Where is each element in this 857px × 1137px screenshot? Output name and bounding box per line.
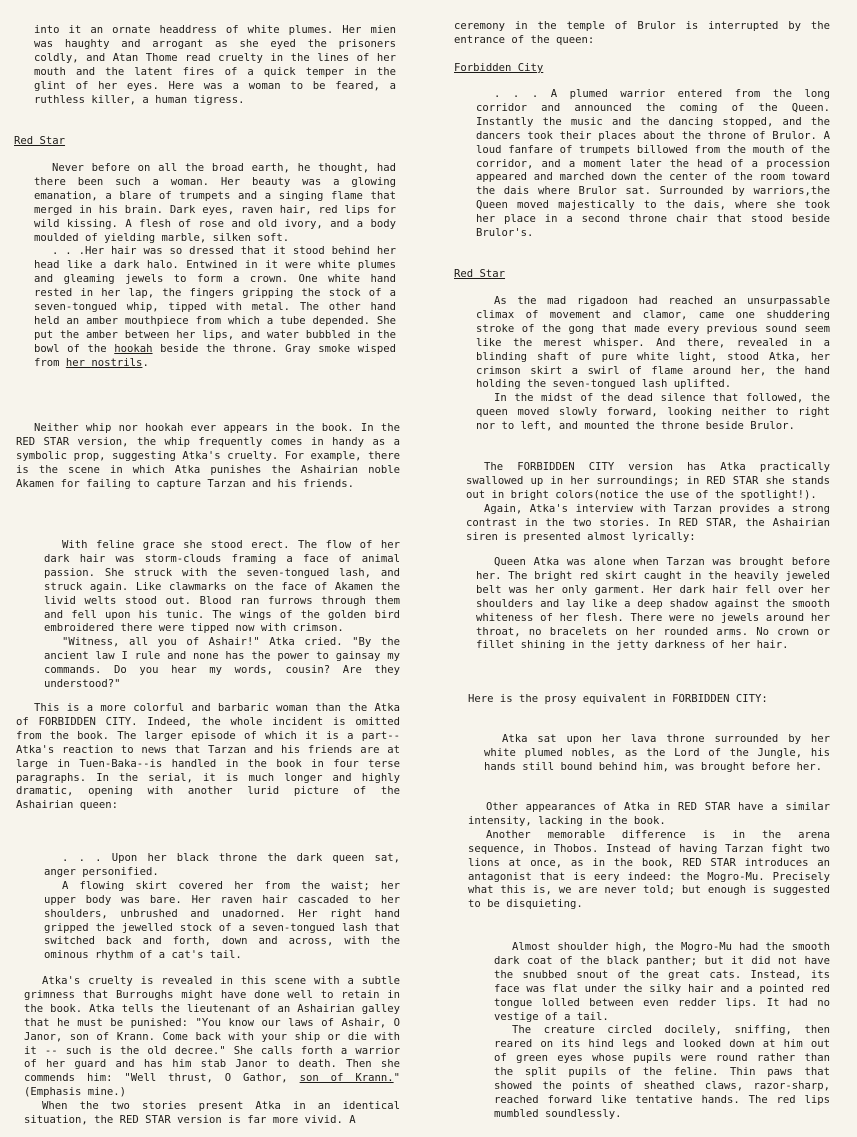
paragraph-3: This is a more colorful and barbaric woman than the Atka of FORBIDDEN CITY. Indeed, the whole incident is omitted from the book. The larger episode of which it is a part--Atka's reaction to news that Tarzan and his friends are at large in Tuen-Baka--is handled in the book in four terse paragraphs. In the serial, it is much longer and highly dramatic, opening with another lurid picture of the Ashairian queen:: [16, 702, 400, 812]
quote2-paragraph2: "Witness, all you of Ashair!" Atka cried. "By the ancient law I rule and none has the power to gainsay my commands. Do you hear my words, cousin? Are they understood?": [44, 636, 400, 691]
quote1-hookah-underlined: hookah: [114, 342, 153, 355]
heading-forbidden-city: Forbidden City: [454, 62, 544, 74]
right-paragraph-2-line1: The FORBIDDEN CITY version has Atka practically swallowed up in her surroundings; in RED STAR she stands out in bright colors(notice the use of the spotlight!).: [466, 461, 830, 501]
paragraph-2-block: [16, 422, 400, 492]
right-paragraph-4-block: [468, 801, 830, 912]
paragraph-4-text-a: Atka's cruelty is revealed in this scene with a subtle grimness that Burroughs might have done well to retain in the book. Atka tells the lieutenant of an Ashairian galley that he must be punished: "You know our laws of Ashair, O Janor, son of Krann. Come back with your ship or die with it -- such is the old decree." She calls forth a warrior of her guard and has him stab Janor to death. Then she commends him: "Well thrust, O Gathor,: [24, 975, 400, 1085]
paragraph-5: When the two stories present Atka in an identical situation, the RED STAR version is far more vivid. A: [24, 1100, 400, 1127]
heading-forbidden-city-block: [454, 62, 854, 76]
right-paragraph-3: Here is the prosy equivalent in FORBIDDEN CITY:: [468, 693, 768, 705]
quote-mogro-mu: [494, 941, 830, 1122]
quote-mogro-mu-paragraph2: The creature circled docilely, sniffing, then reared on its hind legs and looked down at him out of green eyes whose pupils were round rather than the split pupils of the feline. Thin paws that showed the points of sheathed claws, razor-sharp, reached forward like tentative hands. The red lips mumbled soundlessly.: [494, 1024, 830, 1120]
right-top-paragraph-block: [454, 20, 830, 48]
quote-forbidden-city: [476, 88, 830, 241]
paragraph-2: Neither whip nor hookah ever appears in the book. In the RED STAR version, the whip frequently comes in handy as a symbolic prop, suggesting Atka's cruelty. For example, there is the scene in which Atka punishes the Ashairian noble Akamen for failing to capture Tarzan and his friends.: [16, 422, 400, 490]
quote-forbidden-city-paragraph: . . . A plumed warrior entered from the long corridor and announced the coming of the Queen. Instantly the music and the dancing stopped, and the dancers took their places about the throne of Brulor. A loud fanfare of trumpets billowed from the mouth of the corridor, and a moment later the head of a procession appeared and marched down the center of the room toward the dais where Brulor sat. Surrounded by warriors,the Queen moved majestically to the dais, where she took her place in a second throne chair that stood beside Brulor's.: [476, 88, 830, 240]
heading-red-star-2-block: [454, 268, 826, 282]
paragraph-4: [24, 975, 400, 1100]
quote1-text-b: beside the throne. Gray smoke wisped from: [34, 342, 396, 369]
quote1-nostrils-underlined: her nostrils: [65, 356, 143, 369]
quote-queen-atka: [476, 556, 830, 653]
right-paragraph-3-block: [468, 693, 830, 707]
quote-red-star-2: [44, 539, 400, 692]
quote1-paragraph1: Never before on all the broad earth, he thought, had there been such a woman. Her beauty was a glowing emanation, a blare of trumpets and a singing flame that merged in his brain. Dark eyes, raven hair, red lips for wild kissing. A flesh of rose and old ivory, and a body moulded of yielding marble, silken soft.: [34, 162, 396, 244]
heading-red-star-2: Red Star: [454, 268, 506, 280]
quote-red-star-4: [476, 295, 830, 434]
right-paragraph-2-block: [466, 461, 830, 544]
intro-paragraph: into it an ornate headdress of white plumes. Her mien was haughty and arrogant as she eyed the prisoners coldly, and Atan Thome read cruelty in the lines of her mouth and the latent fires of a quick temper in the glint of her eyes. Here was a woman to be feared, a ruthless killer, a human tigress.: [34, 24, 396, 106]
quote-queen-atka-paragraph: Queen Atka was alone when Tarzan was brought before her. The bright red skirt caught in the heavily jeweled belt was her only garment. Her dark hair fell over her shoulders and lay like a deep shadow against the smooth whiteness of her flesh. There were no jewels around her throat, no bracelets on her rounded arms. No crown or fillet shining in the jetty darkness of her hair.: [476, 556, 830, 652]
intro-paragraph-block: [34, 24, 396, 107]
quote-red-star-3: [44, 852, 400, 963]
quote-lava-throne: [484, 733, 830, 775]
quote4-paragraph1: As the mad rigadoon had reached an unsurpassable climax of movement and clamor, came one shuddering stroke of the gong that made every previous sound seem like the merest whisper. And there, revealed in a blinding shaft of pure white light, stood Atka, her crimson skirt a swirl of flame around her, the hand holding the seven-tongued lash uplifted.: [476, 295, 830, 391]
quote3-paragraph2: A flowing skirt covered her from the waist; her upper body was bare. Her raven hair cascaded to her shoulders, unbrushed and unadorned. Her right hand gripped the jewelled stock of a seven-tongued lash that switched back and forth, down and across, with the ominous rhythm of a cat's tail.: [44, 879, 400, 962]
quote-mogro-mu-paragraph1: Almost shoulder high, the Mogro-Mu had the smooth dark coat of the black panther; but it did not have the snubbed snout of the great cats. Instead, its face was flat under the silky hair and a pointed red tongue lolled between even redder lips. It had no vestige of a tail.: [494, 941, 830, 1023]
quote2-paragraph1: With feline grace she stood erect. The flow of her dark hair was storm-clouds framing a face of animal passion. She struck with the seven-tongued lash, and struck again. Like clawmarks on the face of Akamen the livid welts stood out. Blood ran furrows through them and fell upon his tunic. The wings of the golden bird embroidered there were tipped now with crimson.: [44, 539, 400, 635]
heading-red-star-1: Red Star: [14, 135, 66, 147]
right-top-paragraph: ceremony in the temple of Brulor is interrupted by the entrance of the queen:: [454, 20, 830, 46]
right-paragraph-4-line1: Other appearances of Atka in RED STAR have a similar intensity, lacking in the book.: [468, 801, 830, 827]
quote1-text-c: .: [142, 356, 149, 369]
right-paragraph-2-line2: Again, Atka's interview with Tarzan provides a strong contrast in the two stories. In RED STAR, the Ashairian siren is presented almost lyrically:: [466, 502, 830, 543]
quote-red-star-1: [34, 162, 396, 371]
quote1-paragraph2: [34, 245, 396, 370]
quote4-paragraph2: In the midst of the dead silence that followed, the queen moved slowly forward, looking neither to right nor to left, and mounted the throne beside Brulor.: [476, 392, 830, 433]
heading-block-1: [14, 135, 414, 149]
quote-lava-throne-paragraph: Atka sat upon her lava throne surrounded by her white plumed nobles, as the Lord of the Jungle, his hands still bound behind him, was brought before her.: [484, 733, 830, 773]
right-paragraph-4-line2: Another memorable difference is in the arena sequence, in Thobos. Instead of having Tarzan fight two lions at once, as in the book, RED STAR introduces an antagonist that is eery indeed: the Mogro-Mu. Precisely what this is, we are never told; but enough is suggested to be disquieting.: [468, 828, 830, 911]
paragraph-4-text-b: " (Emphasis mine.): [24, 1072, 400, 1099]
quote1-text-a: . . .Her hair was so dressed that it stood behind her head like a dark halo. Entwined in it were white plumes and gleaming jewels to form a crown. One white hand rested in her lap, the fingers gripping the stock of a seven-tongued whip, tipped with metal. The other hand held an amber mouthpiece from which a tube depended. She put the amber between her lips, and water bubbled in the bowl of the: [34, 245, 396, 355]
paragraph-3-block: [16, 702, 400, 813]
paragraph-4-emphasis: son of Krann.: [299, 1072, 394, 1085]
paragraph-4-block: [24, 975, 400, 1128]
quote3-paragraph1: . . . Upon her black throne the dark queen sat, anger personified.: [44, 852, 400, 878]
